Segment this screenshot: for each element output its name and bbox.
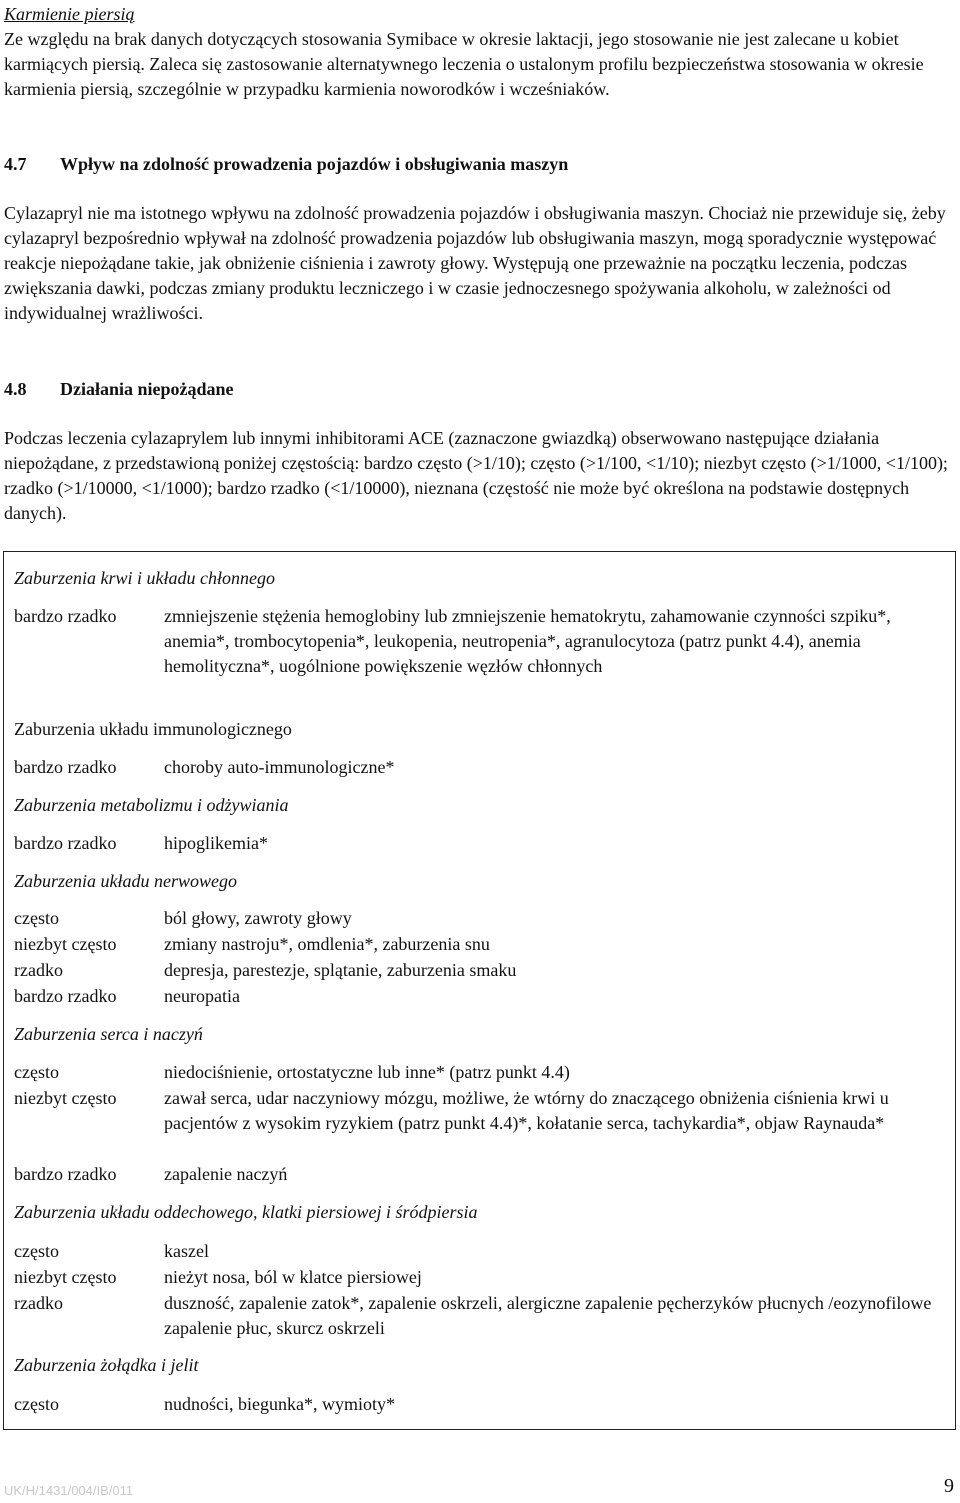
table-row xyxy=(14,755,944,780)
table-row xyxy=(14,1392,944,1417)
effect-description: zmniejszenie stężenia hemoglobiny lub zmniejszenie hematokrytu, zahamowanie czynności szpiku*, anemia*, trombocytopenia*, leukopenia, neutropenia*, agranulocytoza (patrz punkt 4.4), anemia hemolityczna*, uogólnione powiększenie węzłów chłonnych xyxy=(164,606,891,676)
section-4-8-number: 4.8 xyxy=(4,379,27,399)
table-section-title: Zaburzenia układu nerwowego xyxy=(14,871,237,891)
breastfeeding-text: Ze względu na brak danych dotyczących stosowania Symibace w okresie laktacji, jego stosowanie nie jest zalecane u kobiet karmiących piersią. Zaleca się zastosowanie alternatywnego leczenia o ustalonym profilu bezpieczeństwa stosowania w okresie karmienia piersią, szczególnie w przypadku karmienia noworodków i wcześniaków. xyxy=(4,29,924,99)
section-4-7-heading xyxy=(4,152,954,177)
effect-description: neuropatia xyxy=(164,986,240,1006)
frequency-label: rzadko xyxy=(14,960,63,980)
table-row xyxy=(14,604,944,679)
table-row xyxy=(14,1060,944,1085)
effect-description: duszność, zapalenie zatok*, zapalenie oskrzeli, alergiczne zapalenie pęcherzyków płucnych /eozynofilowe zapalenie płuc, skurcz oskrzeli xyxy=(164,1293,932,1338)
table-section-title: Zaburzenia metabolizmu i odżywiania xyxy=(14,795,289,815)
breastfeeding-heading: Karmienie piersią xyxy=(4,4,135,24)
effect-description: hipoglikemia* xyxy=(164,833,268,853)
table-row xyxy=(14,1291,944,1341)
frequency-label: niezbyt często xyxy=(14,934,117,954)
effect-description: depresja, parestezje, splątanie, zaburzenia smaku xyxy=(164,960,517,980)
effect-description: kaszel xyxy=(164,1241,209,1261)
frequency-label: bardzo rzadko xyxy=(14,986,117,1006)
section-4-7-title: Wpływ na zdolność prowadzenia pojazdów i obsługiwania maszyn xyxy=(60,154,569,174)
frequency-label: bardzo rzadko xyxy=(14,606,117,626)
table-row xyxy=(14,831,944,856)
table-section-title: Zaburzenia układu oddechowego, klatki piersiowej i śródpiersia xyxy=(14,1202,478,1222)
effect-description: niedociśnienie, ortostatyczne lub inne* (patrz punkt 4.4) xyxy=(164,1062,570,1082)
table-row xyxy=(14,932,944,957)
effect-description: zmiany nastroju*, omdlenia*, zaburzenia snu xyxy=(164,934,490,954)
table-row xyxy=(14,984,944,1009)
frequency-label: bardzo rzadko xyxy=(14,757,117,777)
table-row xyxy=(14,906,944,931)
table-row xyxy=(14,1162,944,1187)
table-section-title: Zaburzenia układu immunologicznego xyxy=(14,719,292,739)
section-4-8-text: Podczas leczenia cylazaprylem lub innymi inhibitorami ACE (zaznaczone gwiazdką) obserwowano następujące działania niepożądane, z przedstawioną poniżej częstością: bardzo często (>1/10); często (>1/100, <1/10); niezbyt często (>1/1000, <1/100); rzadko (>1/10000, <1/1000); bardzo rzadko (<1/10000), nieznana (częstość nie może być określona na podstawie dostępnych danych). xyxy=(4,428,948,523)
effect-description: zapalenie naczyń xyxy=(164,1164,288,1184)
frequency-label: często xyxy=(14,1241,59,1261)
section-4-8-heading xyxy=(4,377,954,402)
adverse-effects-table xyxy=(3,551,956,1430)
effect-description: ból głowy, zawroty głowy xyxy=(164,908,352,928)
effect-description: nieżyt nosa, ból w klatce piersiowej xyxy=(164,1267,422,1287)
effect-description: nudności, biegunka*, wymioty* xyxy=(164,1394,395,1414)
breastfeeding-section xyxy=(4,2,954,102)
table-section-title: Zaburzenia krwi i układu chłonnego xyxy=(14,568,275,588)
section-4-8-title: Działania niepożądane xyxy=(60,379,234,399)
section-4-7-text: Cylazapryl nie ma istotnego wpływu na zdolność prowadzenia pojazdów i obsługiwania maszyn. Chociaż nie przewiduje się, żeby cylazapryl bezpośrednio wpływał na zdolność prowadzenia pojazdów lub obsługiwania maszyn, mogą sporadycznie występować reakcje niepożądane takie, jak obniżenie ciśnienia i zawroty głowy. Występują one przeważnie na początku leczenia, podczas zwiększania dawki, podczas zmiany produktu leczniczego i w czasie jednoczesnego spożywania alkoholu, w zależności od indywidualnej wrażliwości. xyxy=(4,203,946,323)
table-section-title: Zaburzenia żołądka i jelit xyxy=(14,1355,199,1375)
frequency-label: niezbyt często xyxy=(14,1267,117,1287)
table-row xyxy=(14,958,944,983)
frequency-label: często xyxy=(14,1062,59,1082)
frequency-label: często xyxy=(14,908,59,928)
table-row xyxy=(14,1239,944,1264)
table-section-title: Zaburzenia serca i naczyń xyxy=(14,1024,203,1044)
table-row xyxy=(14,1086,944,1136)
effect-description: choroby auto-immunologiczne* xyxy=(164,757,395,777)
frequency-label: bardzo rzadko xyxy=(14,1164,117,1184)
frequency-label: bardzo rzadko xyxy=(14,833,117,853)
frequency-label: niezbyt często xyxy=(14,1088,117,1108)
document-code: UK/H/1431/004/IB/011 xyxy=(4,1483,134,1498)
section-4-7-number: 4.7 xyxy=(4,154,27,174)
frequency-label: często xyxy=(14,1394,59,1414)
page-number: 9 xyxy=(944,1475,954,1497)
effect-description: zawał serca, udar naczyniowy mózgu, możliwe, że wtórny do znaczącego obniżenia ciśnienia krwi u pacjentów z wysokim ryzykiem (patrz punkt 4.4)*, kołatanie serca, tachykardia*, objaw Raynauda* xyxy=(164,1088,889,1133)
frequency-label: rzadko xyxy=(14,1293,63,1313)
table-row xyxy=(14,1265,944,1290)
